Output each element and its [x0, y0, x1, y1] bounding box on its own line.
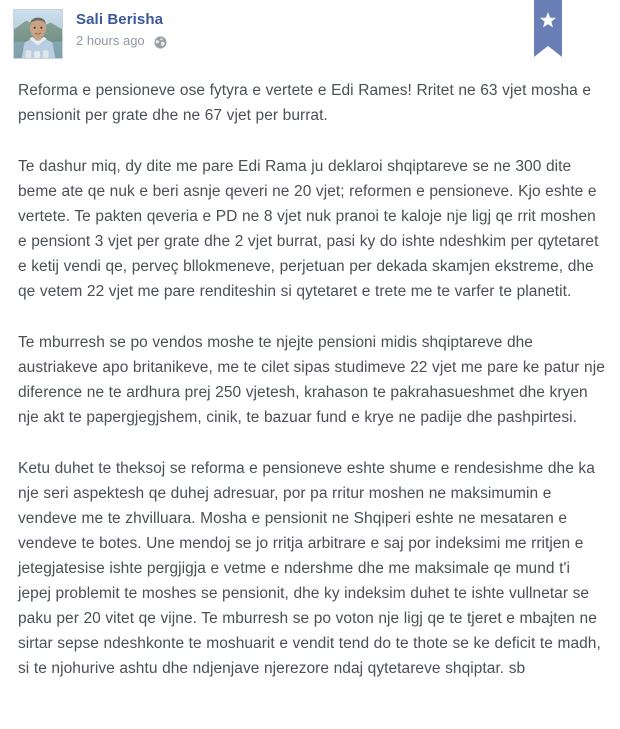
- post-meta-row: [76, 33, 167, 49]
- author-name-link[interactable]: Sali Berisha: [76, 11, 164, 28]
- post-paragraph: Reforma e pensioneve ose fytyra e vertete e Edi Rames! Rritet ne 63 vjet mosha e pensionit per grate dhe ne 67 vjet per burrat.: [18, 82, 592, 124]
- avatar-photo: [14, 10, 62, 58]
- post-author-block: [76, 11, 167, 49]
- globe-icon[interactable]: [154, 36, 167, 49]
- star-ribbon-icon[interactable]: [534, 0, 562, 57]
- post-paragraph: Te dashur miq, dy dite me pare Edi Rama ju deklaroi shqiptareve se ne 300 dite beme ate qe nuk e beri asnje qeveri ne 20 vjet; reformen e pensioneve. Kjo eshte e vertete. Te pakten qeveria e PD ne 8 vjet nuk pranoi te kaloje nje ligj qe rrit moshen e pensiont 3 vjet per grate dhe 2 vjet burrat, pasi ky do ishte ndeshkim per qytetaret e ketij vendi qe, perveç bllokmeneve, perjetuan per dekada skamjen ekstreme, dhe qe vetem 22 vjet me pare renditeshin si qytetaret e trete me te varfer te planetit.: [18, 158, 599, 300]
- post-header: [0, 0, 620, 72]
- avatar[interactable]: [13, 9, 63, 59]
- post-paragraph: Ketu duhet te theksoj se reforma e pensioneve eshte shume e rendesishme dhe ka nje seri aspektesh qe duhej adresuar, por pa rritur moshen ne maksimumin e vendeve me te zhvilluara. Mosha e pensionit ne Shqiperi eshte ne mesataren e vendeve te botes. Une mendoj se jo rritja arbitrare e saj por indeksimi me rritjen e jetegjatesise ishte pergjigja e vetme e ndershme dhe me maksimale qe mund t'i jepej problemit te moshes se pensionit, dhe ky indeksim duhet te ishte vullnetar se paku per 20 vitet qe vijne. Te mburresh se po voton nje ligj qe te tjeret e mbajten ne sirtar sepse ndeshkonte te moshuarit e vendit tend do te thote se ke deficit te madh, si te njohurive ashtu dhe ndjenjave njerezore ndaj qytetareve shqiptar. sb: [18, 460, 601, 677]
- post-message-body: [0, 72, 620, 681]
- post-timestamp[interactable]: 2 hours ago: [76, 33, 145, 48]
- post-paragraph: Te mburresh se po vendos moshe te njejte pensioni midis shqiptareve dhe austriakeve apo britanikeve, me te cilet sipas studimeve 22 vjet me pare ke patur nje diference ne te ardhura prej 250 vjetesh, krahason te pakrahasueshmet dhe kryen nje akt te papergjegjshem, cinik, te bazuar fund e krye ne padije dhe pashpirtesi.: [18, 334, 605, 426]
